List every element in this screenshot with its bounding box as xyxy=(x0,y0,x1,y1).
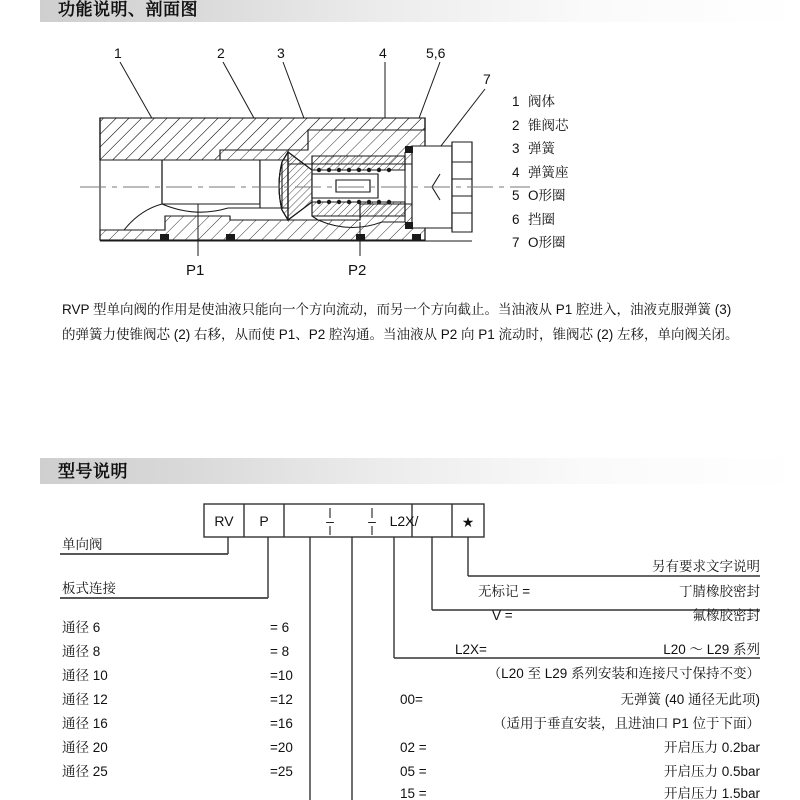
legend-item xyxy=(512,231,692,255)
right-code-nbr: 无标记 = xyxy=(478,584,531,599)
legend-item xyxy=(512,114,692,138)
right-code-fkm: V = xyxy=(492,608,513,623)
paragraph-line-1: RVP 型单向阀的作用是使油液只能向一个方向流动，而另一个方向截止。当油液从 P1 腔进入，油液克服弹簧 (3) xyxy=(62,302,732,317)
legend-label: 弹簧座 xyxy=(528,164,569,180)
size-label: 通径 16 xyxy=(62,716,108,731)
callout-5-6: 5,6 xyxy=(426,45,446,61)
left-label-check-valve: 单向阀 xyxy=(62,537,103,552)
size-label: 通径 12 xyxy=(62,692,108,707)
size-label: 通径 20 xyxy=(62,740,108,755)
size-code: =25 xyxy=(270,764,293,779)
code-cell-dash2: – xyxy=(368,513,376,529)
right-text-custom-note: 另有要求文字说明 xyxy=(652,559,760,574)
left-label-plate-mount: 板式连接 xyxy=(62,581,116,596)
right-text-l2x: L20 ～ L29 系列 xyxy=(663,642,760,657)
code-cell-star: ★ xyxy=(461,514,475,530)
callout-3: 3 xyxy=(277,45,285,61)
legend-item xyxy=(512,184,692,208)
size-code: =20 xyxy=(270,740,293,755)
right-text-15: 开启压力 1.5bar xyxy=(663,786,760,800)
right-text-00-note: （适用于垂直安装，且进油口 P1 位于下面） xyxy=(492,716,760,731)
legend-number: 4 xyxy=(512,164,520,180)
size-code: =12 xyxy=(270,692,293,707)
section-title-model: 型号说明 xyxy=(58,461,128,481)
legend-label: 挡圈 xyxy=(528,211,555,227)
legend-label: O形圈 xyxy=(528,235,566,250)
callout-1: 1 xyxy=(114,45,122,61)
size-code: =10 xyxy=(270,668,293,683)
paragraph-line-2: 的弹簧力使锥阀芯 (2) 右移，从而使 P1、P2 腔沟通。当油液从 P2 向 P1 流动时，锥阀芯 (2) 左移，单向阀关闭。 xyxy=(62,327,739,342)
legend-item xyxy=(512,161,692,185)
legend-item xyxy=(512,137,692,161)
legend-label: 锥阀芯 xyxy=(528,117,569,133)
callout-2: 2 xyxy=(217,45,225,61)
legend-label: O形圈 xyxy=(528,188,566,203)
legend-number: 1 xyxy=(512,94,520,109)
legend-number: 7 xyxy=(512,235,520,250)
right-text-l2x-note: （L20 至 L29 系列安装和连接尺寸保持不变） xyxy=(487,666,760,681)
section-header-model xyxy=(40,458,800,484)
right-text-fkm: 氟橡胶密封 xyxy=(692,608,760,623)
size-code: =16 xyxy=(270,716,293,731)
section-title-function: 功能说明、剖面图 xyxy=(58,0,198,19)
code-cell-l2x: L2X/ xyxy=(389,513,419,529)
legend-number: 5 xyxy=(512,188,520,203)
valve-cross-section-drawing xyxy=(60,34,540,284)
right-text-nbr: 丁腈橡胶密封 xyxy=(679,584,760,599)
size-label: 通径 25 xyxy=(62,764,108,779)
right-text-05: 开启压力 0.5bar xyxy=(663,764,760,779)
callout-4: 4 xyxy=(379,45,387,61)
size-label: 通径 6 xyxy=(62,620,101,635)
size-label: 通径 10 xyxy=(62,668,108,683)
legend-label: 弹簧 xyxy=(528,141,555,156)
port-label-p1: P1 xyxy=(186,262,205,279)
right-text-02: 开启压力 0.2bar xyxy=(663,740,760,755)
legend-item xyxy=(512,90,692,114)
right-code-15: 15 = xyxy=(400,786,427,800)
part-legend xyxy=(512,90,692,255)
right-code-02: 02 = xyxy=(400,740,427,755)
legend-number: 2 xyxy=(512,117,520,133)
code-cell-p: P xyxy=(259,513,269,529)
port-label-p2: P2 xyxy=(348,262,367,279)
size-code: = 8 xyxy=(270,644,290,659)
right-code-l2x: L2X= xyxy=(455,642,487,657)
legend-item xyxy=(512,208,692,232)
model-code-diagram xyxy=(0,488,800,800)
size-code: = 6 xyxy=(270,620,290,635)
legend-number: 3 xyxy=(512,141,520,156)
size-label: 通径 8 xyxy=(62,644,101,659)
right-code-00: 00= xyxy=(400,692,423,707)
right-code-05: 05 = xyxy=(400,764,427,779)
function-description-paragraph xyxy=(62,297,768,347)
right-text-00: 无弹簧 (40 通径无此项) xyxy=(620,692,760,707)
callout-7: 7 xyxy=(483,71,491,87)
legend-number: 6 xyxy=(512,211,520,227)
legend-label: 阀体 xyxy=(528,94,555,109)
code-cell-rv: RV xyxy=(214,513,234,529)
code-cell-dash1: – xyxy=(326,513,334,529)
section-header-function xyxy=(40,0,800,22)
